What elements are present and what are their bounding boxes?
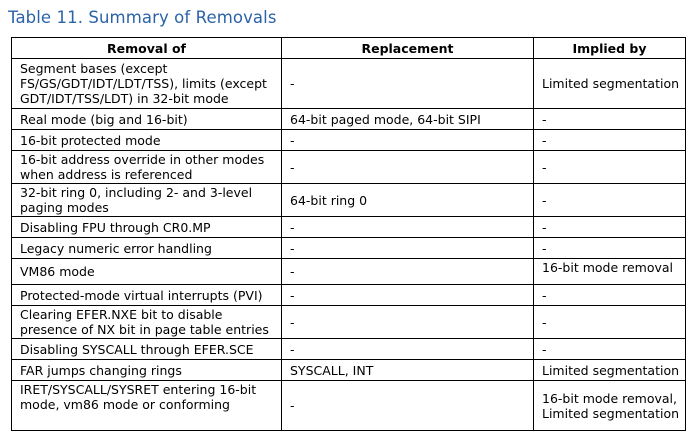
table-row [12, 238, 686, 259]
table-row [12, 381, 686, 431]
removal-cell: Legacy numeric error handling [12, 238, 282, 259]
table-row [12, 360, 686, 381]
implied-by-cell: - [534, 217, 686, 238]
header-row [12, 38, 686, 59]
removal-cell: Protected-mode virtual interrupts (PVI) [12, 285, 282, 306]
header-implied-by: Implied by [534, 38, 686, 59]
implied-by-cell: - [534, 151, 686, 184]
removal-cell: IRET/SYSCALL/SYSRET entering 16-bit mode, vm86 mode or conforming [12, 381, 282, 431]
implied-by-cell: - [534, 285, 686, 306]
replacement-cell: - [282, 130, 534, 151]
table-row [12, 285, 686, 306]
table-row [12, 184, 686, 217]
table-row [12, 130, 686, 151]
table-row [12, 259, 686, 285]
implied-by-cell: - [534, 339, 686, 360]
replacement-cell: - [282, 59, 534, 109]
table-caption: Table 11. Summary of Removals [8, 8, 277, 27]
table-row [12, 306, 686, 339]
replacement-cell: - [282, 217, 534, 238]
replacement-cell: - [282, 306, 534, 339]
removal-cell: Real mode (big and 16-bit) [12, 109, 282, 130]
removal-cell: Clearing EFER.NXE bit to disable presence of NX bit in page table entries [12, 306, 282, 339]
removal-cell: 16-bit protected mode [12, 130, 282, 151]
replacement-cell: - [282, 285, 534, 306]
implied-by-cell: - [534, 306, 686, 339]
replacement-cell: SYSCALL, INT [282, 360, 534, 381]
replacement-cell: - [282, 339, 534, 360]
table-row [12, 151, 686, 184]
removals-table [11, 37, 686, 431]
implied-by-cell: Limited segmentation [534, 59, 686, 109]
removal-cell: 16-bit address override in other modes when address is referenced [12, 151, 282, 184]
implied-by-cell: - [534, 109, 686, 130]
replacement-cell: 64-bit ring 0 [282, 184, 534, 217]
removal-cell: Disabling SYSCALL through EFER.SCE [12, 339, 282, 360]
removal-cell: VM86 mode [12, 259, 282, 285]
removal-cell: 32-bit ring 0, including 2- and 3-level paging modes [12, 184, 282, 217]
replacement-cell: - [282, 151, 534, 184]
implied-by-cell: - [534, 130, 686, 151]
replacement-cell: - [282, 381, 534, 431]
replacement-cell: - [282, 259, 534, 285]
implied-by-cell: 16-bit mode removal [534, 259, 686, 285]
header-removal-of: Removal of [12, 38, 282, 59]
replacement-cell: - [282, 238, 534, 259]
removal-cell: FAR jumps changing rings [12, 360, 282, 381]
table-row [12, 59, 686, 109]
table-row [12, 109, 686, 130]
header-replacement: Replacement [282, 38, 534, 59]
table-row [12, 339, 686, 360]
removal-cell: Disabling FPU through CR0.MP [12, 217, 282, 238]
replacement-cell: 64-bit paged mode, 64-bit SIPI [282, 109, 534, 130]
removal-cell: Segment bases (except FS/GS/GDT/IDT/LDT/TSS), limits (except GDT/IDT/TSS/LDT) in 32-bit mode [12, 59, 282, 109]
table-row [12, 217, 686, 238]
implied-by-cell: 16-bit mode removal, Limited segmentation [534, 381, 686, 431]
implied-by-cell: Limited segmentation [534, 360, 686, 381]
implied-by-cell: - [534, 184, 686, 217]
implied-by-cell: - [534, 238, 686, 259]
